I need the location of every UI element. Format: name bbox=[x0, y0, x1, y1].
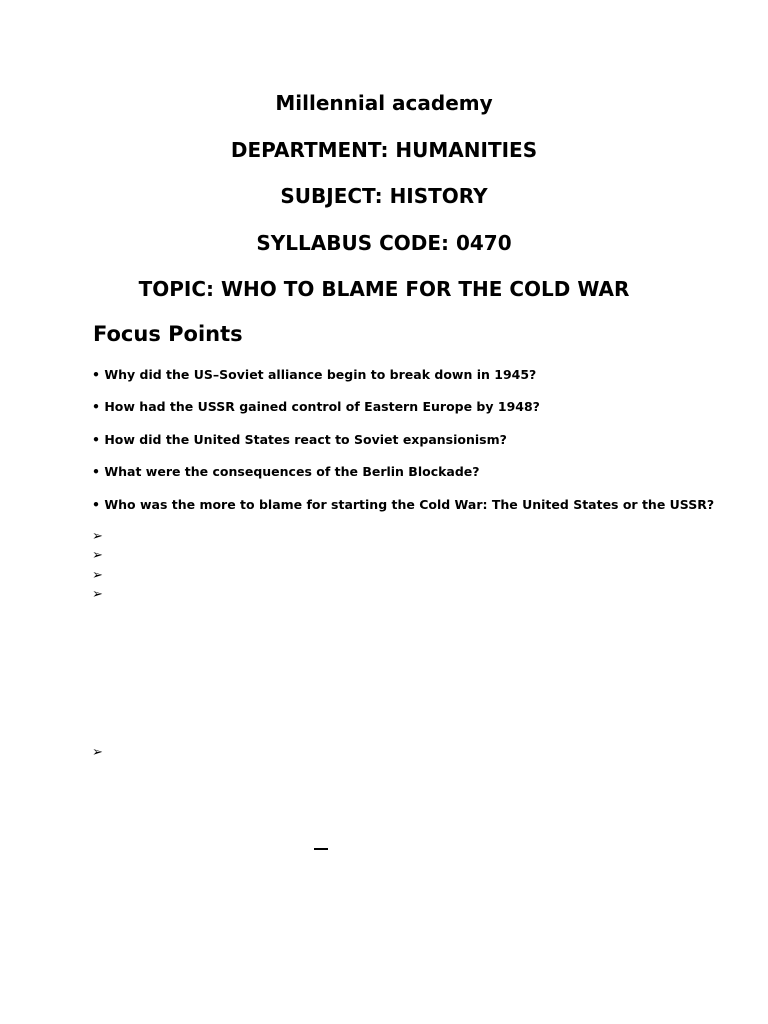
arrowhead-bullet-icon: ➢ bbox=[92, 548, 103, 563]
arrowhead-bullet-icon: ➢ bbox=[92, 529, 103, 544]
subject-heading: SUBJECT: HISTORY bbox=[280, 184, 488, 208]
focus-point-item: • How had the USSR gained control of Eastern Europe by 1948? bbox=[92, 399, 540, 414]
focus-point-item: • Why did the US–Soviet alliance begin to break down in 1945? bbox=[92, 367, 537, 382]
focus-points-title: Focus Points bbox=[93, 322, 243, 346]
syllabus-code-heading: SYLLABUS CODE: 0470 bbox=[256, 231, 512, 255]
school-name: Millennial academy bbox=[275, 91, 493, 115]
arrowhead-bullet-icon: ➢ bbox=[92, 568, 103, 583]
focus-point-item: • What were the consequences of the Berlin Blockade? bbox=[92, 464, 480, 479]
focus-point-item: • How did the United States react to Soviet expansionism? bbox=[92, 432, 507, 447]
focus-point-item: • Who was the more to blame for starting the Cold War: The United States or the USSR? bbox=[92, 497, 715, 512]
topic-heading: TOPIC: WHO TO BLAME FOR THE COLD WAR bbox=[138, 277, 630, 301]
arrowhead-bullet-icon: ➢ bbox=[92, 745, 103, 760]
department-heading: DEPARTMENT: HUMANITIES bbox=[230, 138, 538, 162]
dash-mark bbox=[314, 848, 328, 850]
arrowhead-bullet-icon: ➢ bbox=[92, 587, 103, 602]
